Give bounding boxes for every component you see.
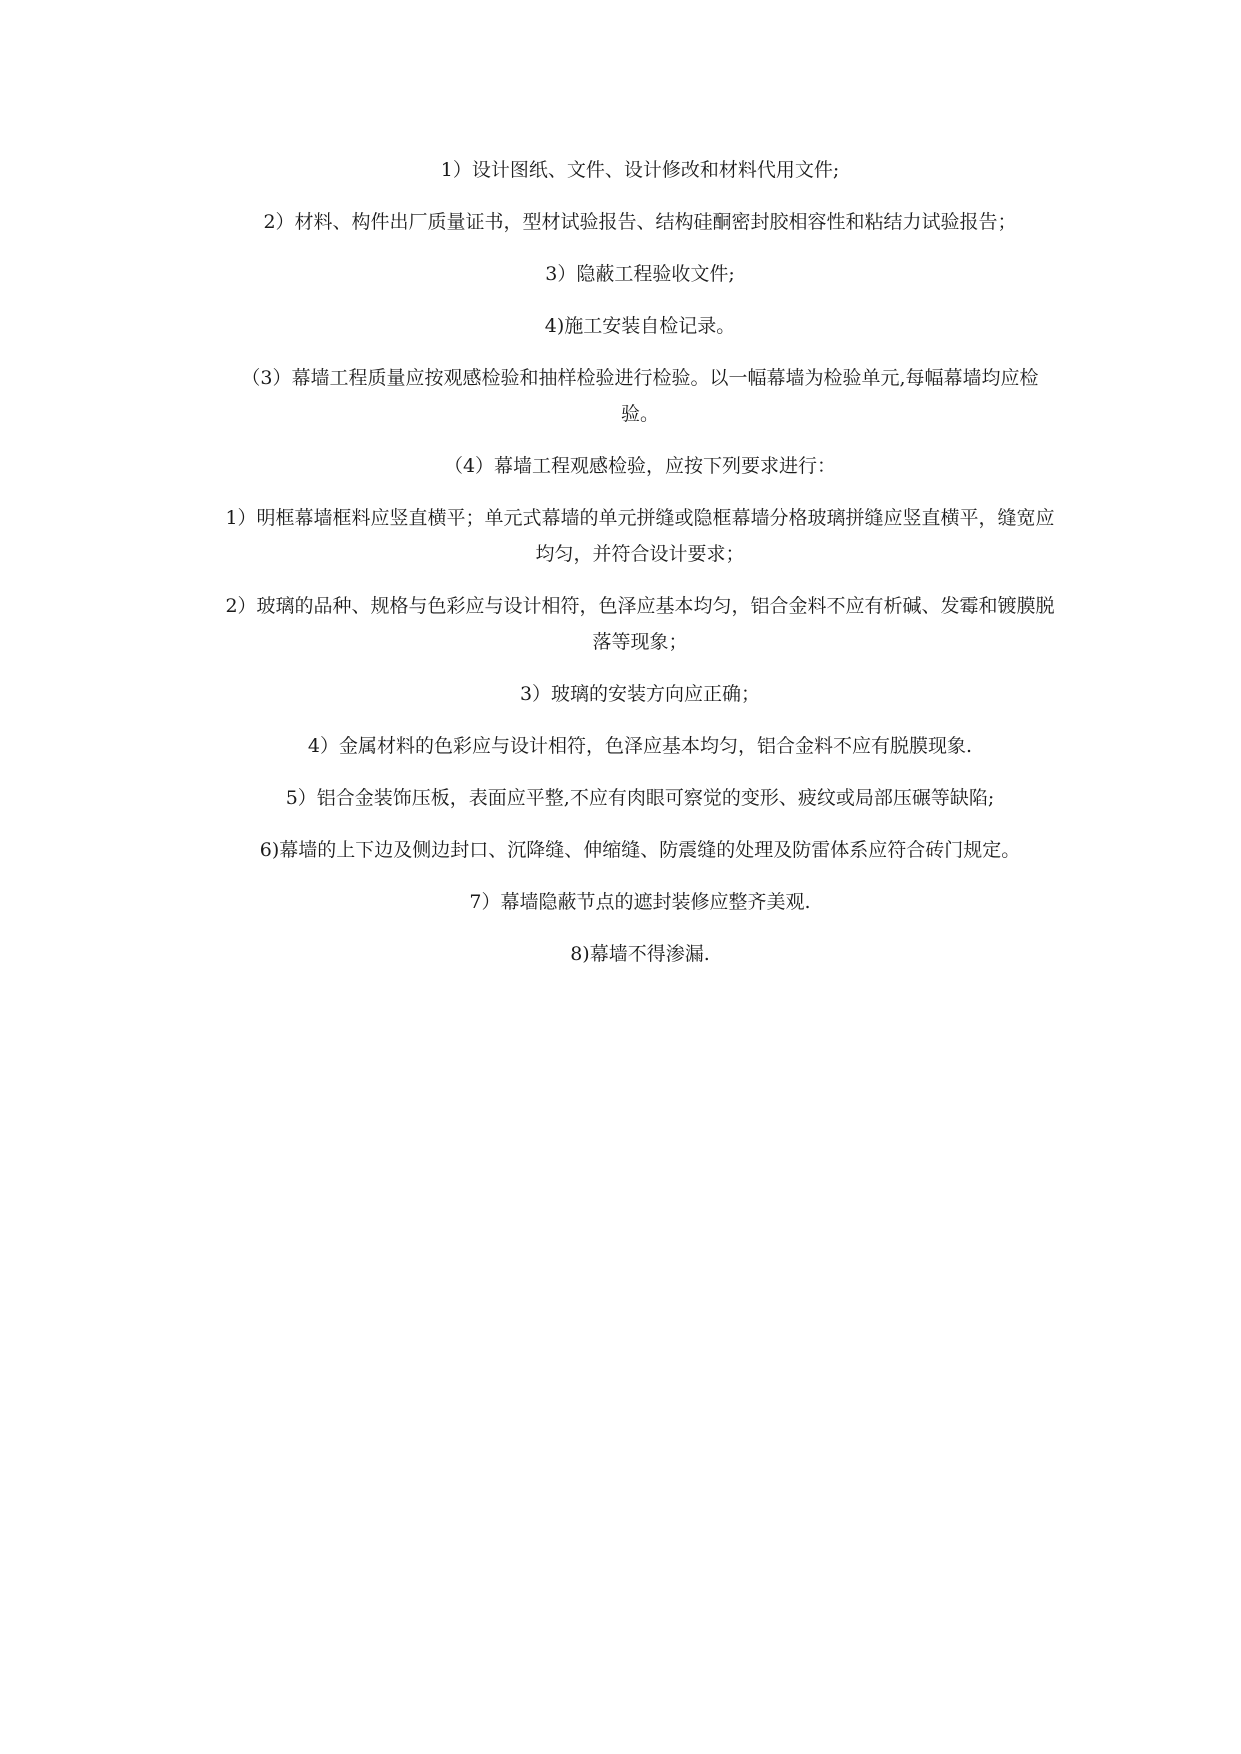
paragraph-7: 1）明框幕墙框料应竖直横平；单元式幕墙的单元拼缝或隐框幕墙分格玻璃拼缝应竖直横平，缝宽应均匀，并符合设计要求； (225, 507, 1055, 565)
document-body (225, 152, 1055, 988)
paragraph-11: 5）铝合金装饰压板，表面应平整,不应有肉眼可察觉的变形、疲纹或局部压碾等缺陷; (285, 787, 995, 809)
paragraph-10: 4）金属材料的色彩应与设计相符，色泽应基本均匀，铝合金料不应有脱膜现象. (307, 735, 973, 757)
paragraph-13: 7）幕墙隐蔽节点的遮封装修应整齐美观. (469, 891, 811, 913)
paragraph-14: 8)幕墙不得渗漏. (570, 943, 710, 965)
paragraph-2: 2）材料、构件出厂质量证书，型材试验报告、结构硅酮密封胶相容性和粘结力试验报告； (263, 211, 1017, 233)
paragraph-6: （4）幕墙工程观感检验，应按下列要求进行： (443, 455, 837, 477)
paragraph-5: （3）幕墙工程质量应按观感检验和抽样检验进行检验。以一幅幕墙为检验单元,每幅幕墙均应检验。 (241, 367, 1039, 425)
paragraph-3: 3）隐蔽工程验收文件; (545, 263, 735, 285)
paragraph-4: 4)施工安装自检记录。 (544, 315, 736, 337)
paragraph-12: 6)幕墙的上下边及侧边封口、沉降缝、伸缩缝、防震缝的处理及防雷体系应符合砖门规定。 (259, 839, 1021, 861)
paragraph-8: 2）玻璃的品种、规格与色彩应与设计相符，色泽应基本均匀，铝合金料不应有析碱、发霉和镀膜脱落等现象； (225, 595, 1055, 653)
paragraph-1: 1）设计图纸、文件、设计修改和材料代用文件; (440, 159, 840, 181)
paragraph-9: 3）玻璃的安装方向应正确； (519, 683, 761, 705)
